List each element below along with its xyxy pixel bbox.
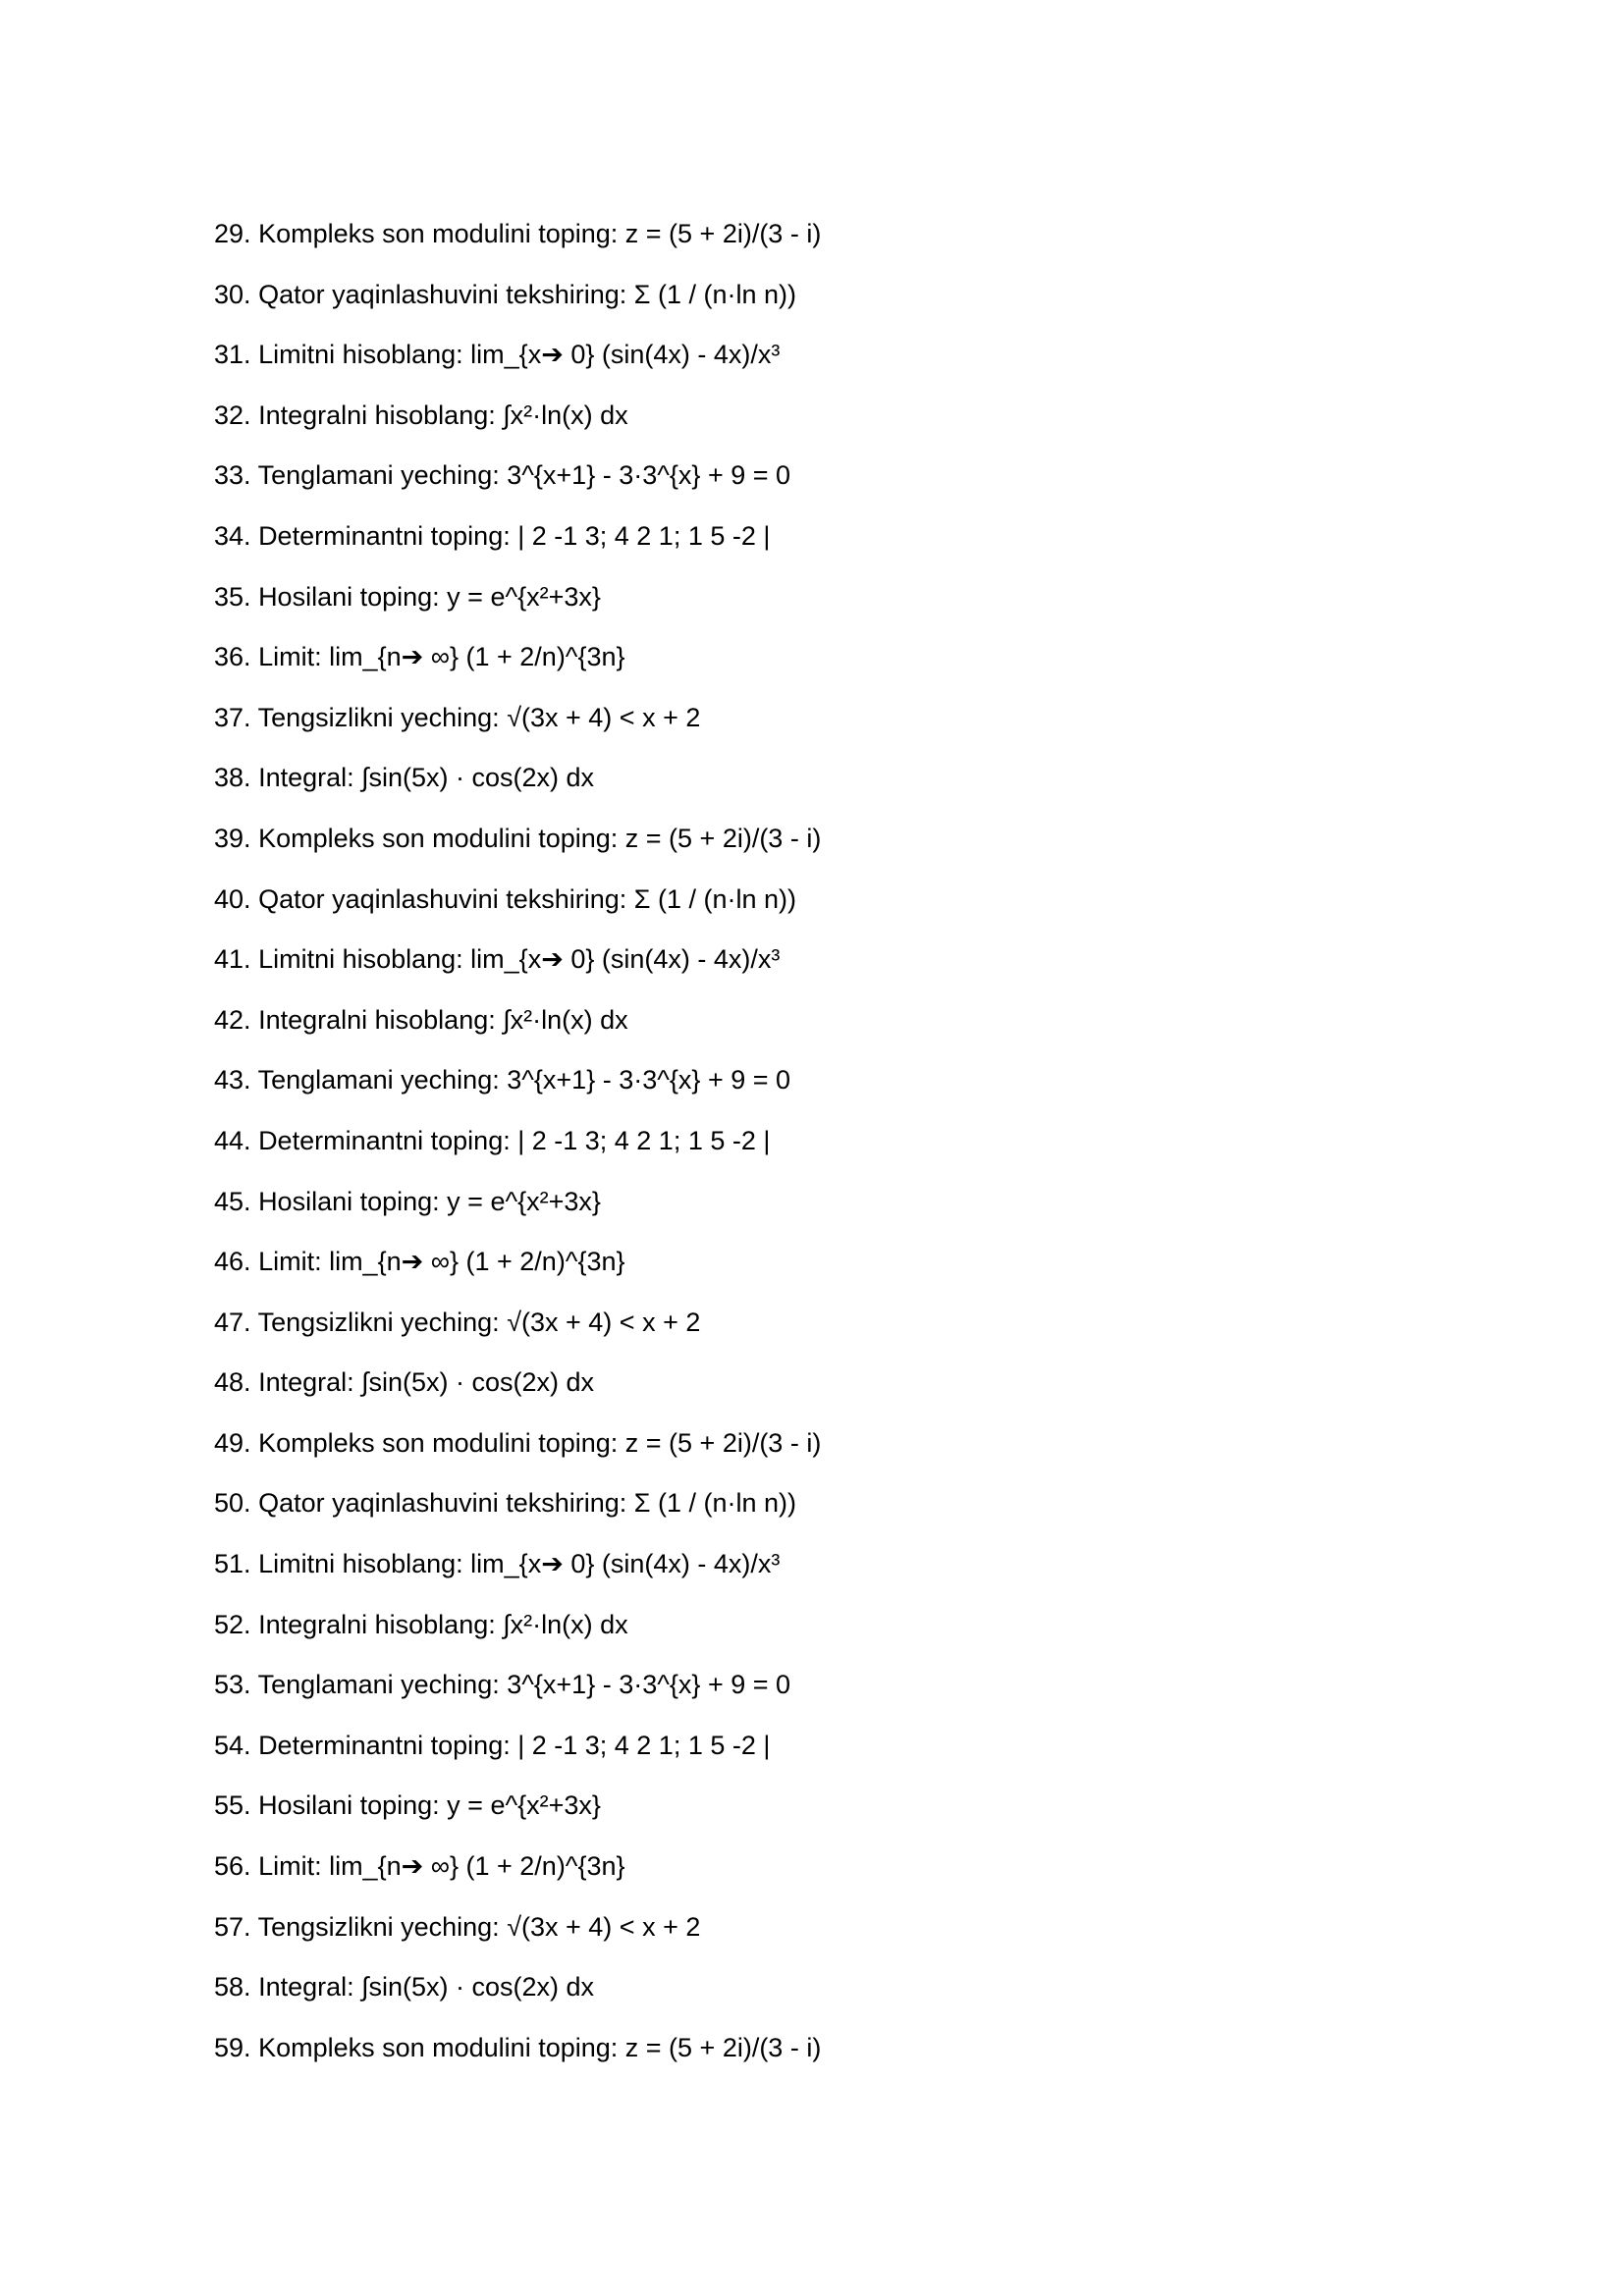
problem-item [214, 335, 821, 396]
problem-text: Kompleks son modulini toping: z = (5 + 2i)/(3 - i) [258, 1427, 822, 1458]
problem-item [214, 1786, 821, 1846]
problem-item [214, 1242, 821, 1303]
problem-text: Integral: ∫sin(5x) · cos(2x) dx [258, 1972, 595, 2002]
problem-number: 47. [214, 1307, 251, 1337]
problem-text: Limit: lim_{n➔ ∞} (1 + 2/n)^{3n} [258, 1851, 625, 1882]
problem-text: Tengsizlikni yeching: √(3x + 4) < x + 2 [257, 1911, 701, 1942]
problem-item [214, 637, 821, 698]
problem-number: 40. [214, 883, 251, 914]
problem-item [214, 1846, 821, 1907]
problem-item [214, 214, 821, 275]
problem-text: Integralni hisoblang: ∫x²·ln(x) dx [258, 1609, 628, 1639]
problem-text: Determinantni toping: | 2 -1 3; 4 2 1; 1 5 -2 | [258, 520, 771, 551]
problem-text: Tengsizlikni yeching: √(3x + 4) < x + 2 [257, 702, 701, 732]
problem-text: Limit: lim_{n➔ ∞} (1 + 2/n)^{3n} [258, 1247, 625, 1277]
problem-text: Integral: ∫sin(5x) · cos(2x) dx [258, 1367, 595, 1398]
problem-text: Hosilani toping: y = e^{x²+3x} [258, 1186, 601, 1216]
problem-item [214, 396, 821, 456]
problem-number: 36. [214, 642, 251, 672]
problem-number: 41. [214, 944, 251, 975]
problem-text: Integralni hisoblang: ∫x²·ln(x) dx [258, 400, 628, 430]
problem-item [214, 1121, 821, 1182]
problem-text: Integral: ∫sin(5x) · cos(2x) dx [258, 763, 595, 793]
problem-text: Kompleks son modulini toping: z = (5 + 2i)/(3 - i) [258, 219, 822, 248]
problem-item [214, 516, 821, 577]
problem-item [214, 880, 821, 940]
problem-text: Determinantni toping: | 2 -1 3; 4 2 1; 1 5 -2 | [258, 1125, 771, 1155]
problem-number: 42. [214, 1004, 251, 1035]
problem-number: 46. [214, 1247, 251, 1277]
problem-number: 57. [214, 1911, 251, 1942]
problem-number: 29. [214, 219, 251, 248]
problem-number: 53. [214, 1670, 251, 1700]
problem-item [214, 577, 821, 638]
problem-number: 33. [214, 460, 251, 491]
problem-text: Tenglamani yeching: 3^{x+1} - 3·3^{x} + 9 = 0 [257, 1065, 791, 1095]
problem-text: Qator yaqinlashuvini tekshiring: Σ (1 / (n·ln n)) [258, 279, 796, 309]
problem-number: 58. [214, 1972, 251, 2002]
problem-list [214, 214, 821, 2088]
problem-item [214, 1726, 821, 1787]
problem-item [214, 819, 821, 880]
problem-item [214, 698, 821, 759]
problem-text: Integralni hisoblang: ∫x²·ln(x) dx [258, 1004, 628, 1035]
problem-item [214, 1544, 821, 1605]
problem-number: 31. [214, 340, 251, 370]
problem-item [214, 1060, 821, 1121]
problem-item [214, 1483, 821, 1544]
problem-text: Tengsizlikni yeching: √(3x + 4) < x + 2 [257, 1307, 701, 1337]
problem-text: Tenglamani yeching: 3^{x+1} - 3·3^{x} + 9 = 0 [257, 460, 791, 491]
problem-item [214, 1967, 821, 2028]
problem-item [214, 1423, 821, 1484]
problem-text: Kompleks son modulini toping: z = (5 + 2i)/(3 - i) [258, 823, 822, 853]
problem-number: 37. [214, 702, 251, 732]
problem-number: 49. [214, 1427, 251, 1458]
problem-number: 45. [214, 1186, 251, 1216]
problem-item [214, 1605, 821, 1666]
problem-text: Qator yaqinlashuvini tekshiring: Σ (1 / (n·ln n)) [258, 1488, 796, 1519]
problem-number: 55. [214, 1790, 251, 1821]
problem-text: Hosilani toping: y = e^{x²+3x} [258, 1790, 601, 1821]
problem-item [214, 1000, 821, 1061]
problem-item [214, 939, 821, 1000]
problem-text: Limitni hisoblang: lim_{x➔ 0} (sin(4x) - 4x)/x³ [258, 1549, 781, 1579]
problem-number: 39. [214, 823, 251, 853]
problem-item [214, 758, 821, 819]
problem-number: 30. [214, 279, 251, 309]
problem-item [214, 455, 821, 516]
problem-number: 51. [214, 1549, 251, 1579]
problem-item [214, 1907, 821, 1968]
problem-number: 32. [214, 400, 251, 430]
problem-number: 52. [214, 1609, 251, 1639]
problem-number: 35. [214, 581, 251, 612]
problem-text: Limit: lim_{n➔ ∞} (1 + 2/n)^{3n} [258, 642, 625, 672]
problem-number: 43. [214, 1065, 251, 1095]
problem-text: Kompleks son modulini toping: z = (5 + 2i)/(3 - i) [258, 2032, 822, 2062]
problem-text: Determinantni toping: | 2 -1 3; 4 2 1; 1 5 -2 | [258, 1730, 771, 1760]
problem-item [214, 1182, 821, 1243]
problem-number: 54. [214, 1730, 251, 1760]
problem-number: 44. [214, 1125, 251, 1155]
problem-number: 34. [214, 520, 251, 551]
problem-number: 50. [214, 1488, 251, 1519]
problem-item [214, 2028, 821, 2089]
problem-item [214, 1362, 821, 1423]
problem-text: Limitni hisoblang: lim_{x➔ 0} (sin(4x) - 4x)/x³ [258, 944, 781, 975]
problem-text: Qator yaqinlashuvini tekshiring: Σ (1 / (n·ln n)) [258, 883, 796, 914]
problem-text: Limitni hisoblang: lim_{x➔ 0} (sin(4x) - 4x)/x³ [258, 340, 781, 370]
problem-number: 59. [214, 2032, 251, 2062]
problem-item [214, 275, 821, 336]
problem-item [214, 1665, 821, 1726]
problem-number: 56. [214, 1851, 251, 1882]
problem-number: 48. [214, 1367, 251, 1398]
problem-number: 38. [214, 763, 251, 793]
problem-text: Hosilani toping: y = e^{x²+3x} [258, 581, 601, 612]
problem-text: Tenglamani yeching: 3^{x+1} - 3·3^{x} + 9 = 0 [257, 1670, 791, 1700]
problem-item [214, 1303, 821, 1363]
